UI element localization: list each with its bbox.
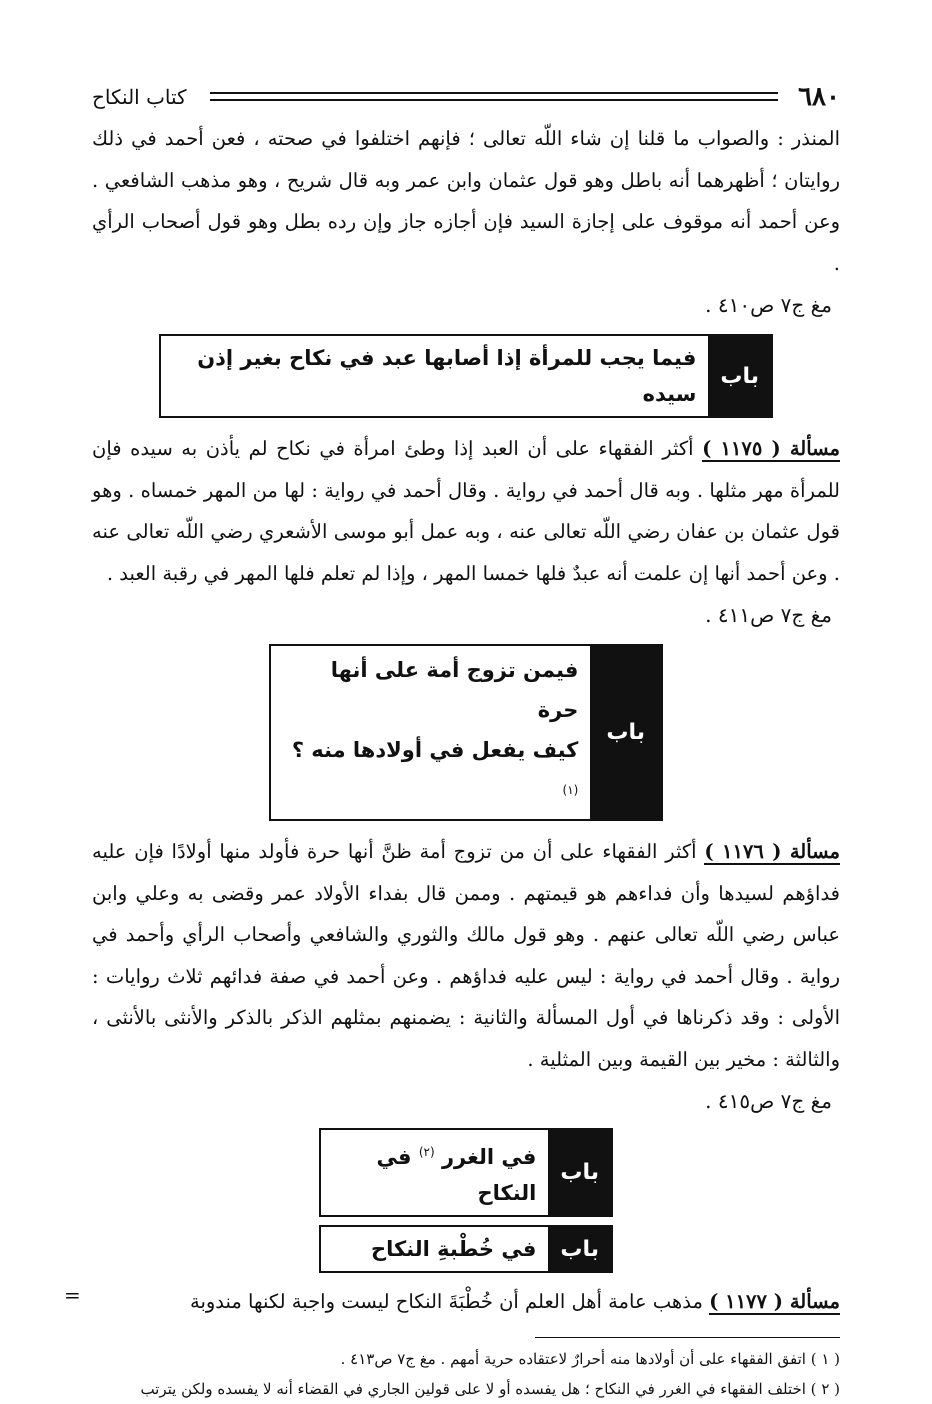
footnote-marker-1[interactable]: (١) — [562, 783, 579, 797]
heading-line-2 — [283, 730, 578, 815]
section-heading-2 — [92, 644, 840, 821]
masala-text: مذهب عامة أهل العلم أن خُطْبَةَ النكاح ليست واجبة لكنها مندوبة — [190, 1290, 710, 1313]
heading-line-2-text: كيف يفعل في أولادها منه ؟ — [291, 738, 579, 762]
reference-1: مغ ج٧ ص٤١٠ . — [705, 293, 832, 317]
paragraph-continuation: المنذر : والصواب ما قلنا إن شاء اللّه تعالى ؛ فإنهم اختلفوا في صحته ، فعن أحمد في ذلك روايتان ؛ أظهرهما أنه باطل وهو قول عثمان وابن عمر وبه قال شريح ، وهو مذهب الشافعي . وعن أحمد أنه موقوف على إجازة السيد فإن أجازه جاز وإن رده بطل وهو قول أصحاب الرأي . — [92, 127, 840, 275]
continuation-mark: = — [64, 1283, 81, 1307]
masala-1176 — [92, 831, 840, 1080]
masala-text: أكثر الفقهاء على أن العبد إذا وطئ امرأة في نكاح لم يأذن به سيده فإن للمرأة مهر مثلها . وبه قال أحمد في رواية . وقال أحمد في رواية : لها من المهر خمساه . وهو قول عثمان بن عفان رضي اللّه تعالى عنه ، وبه عمل أبو موسى الأشعري رضي اللّه تعالى عنه . وعن أحمد أنها إن علمت أنه عبدٌ فلها خمسا المهر ، وإذا لم تعلم فلها المهر في رقبة العبد . — [92, 437, 840, 585]
page-number: ٦٨٠ — [798, 82, 840, 112]
heading-box — [269, 644, 663, 821]
heading-title — [321, 1130, 548, 1215]
masala-label: مسألة ( ١١٧٦ ) — [704, 840, 841, 863]
reference-3: مغ ج٧ ص٤١٥ . — [705, 1089, 832, 1113]
masala-1177 — [92, 1281, 840, 1323]
masala-label: مسألة ( ١١٧٥ ) — [702, 437, 840, 460]
section-heading-stack — [92, 1128, 840, 1273]
footnote-1: ( ١ ) اتفق الفقهاء على أن أولادها منه أحرارٌ لاعتقاده حرية أمهم . مغ ج٧ ص٤١٣ . — [340, 1349, 840, 1368]
heading-title — [271, 646, 590, 819]
heading-title: في خُطْبةِ النكاح — [370, 1237, 537, 1261]
bab-label: باب — [590, 646, 661, 819]
footnote-marker-2[interactable]: (٢) — [418, 1145, 435, 1159]
heading-box — [159, 334, 773, 418]
footnote-2: ( ٢ ) اختلف الفقهاء في الغرر في النكاح ؛ هل يفسده أو لا على قولين الجاري في القضاء أنه لا يفسده ولكن يترتب — [140, 1379, 840, 1398]
heading-title-part-a: في الغرر — [441, 1145, 537, 1169]
heading-title: فيما يجب للمرأة إذا أصابها عبد في نكاح بغير إذن سيده — [197, 346, 697, 406]
bab-label: باب — [548, 1130, 611, 1215]
footnote-separator — [535, 1337, 840, 1338]
section-heading-1 — [92, 334, 840, 418]
header-double-rule — [210, 92, 778, 101]
reference-2: مغ ج٧ ص٤١١ . — [705, 603, 832, 627]
masala-text: أكثر الفقهاء على أن من تزوج أمة ظنَّ أنها حرة فأولد منها أولادًا فإن عليه فداؤهم لسيدها وأن فداءهم هو قيمتهم . وممن قال بفداء الأولاد عمر وقضى به وعلي وابن عباس رضي اللّه تعالى عنهم . وهو قول مالك والثوري والشافعي وأصحاب الرأي وأحمد في رواية . وقال أحمد في رواية : ليس عليه فداؤهم . وعن أحمد في صفة فدائهم ثلاث روايات : الأولى : وقد ذكرناها في أول المسألة والثانية : يضمنهم بمثلهم الذكر بالذكر والأنثى بالأنثى ، والثالثة : مخير بين القيمة وبين المثلية . — [92, 840, 840, 1071]
heading-line-1: فيمن تزوج أمة على أنها حرة — [330, 658, 579, 722]
bab-label: باب — [548, 1227, 611, 1271]
masala-1175 — [92, 428, 840, 594]
heading-box-khutba — [319, 1225, 613, 1273]
heading-title-part-b: في النكاح — [376, 1145, 537, 1205]
book-title: كتاب النكاح — [92, 85, 187, 109]
page-header — [92, 78, 840, 118]
bab-label: باب — [708, 336, 771, 416]
heading-box-gharar — [319, 1128, 613, 1217]
masala-label: مسألة ( ١١٧٧ ) — [709, 1290, 840, 1313]
book-page — [92, 78, 841, 1398]
